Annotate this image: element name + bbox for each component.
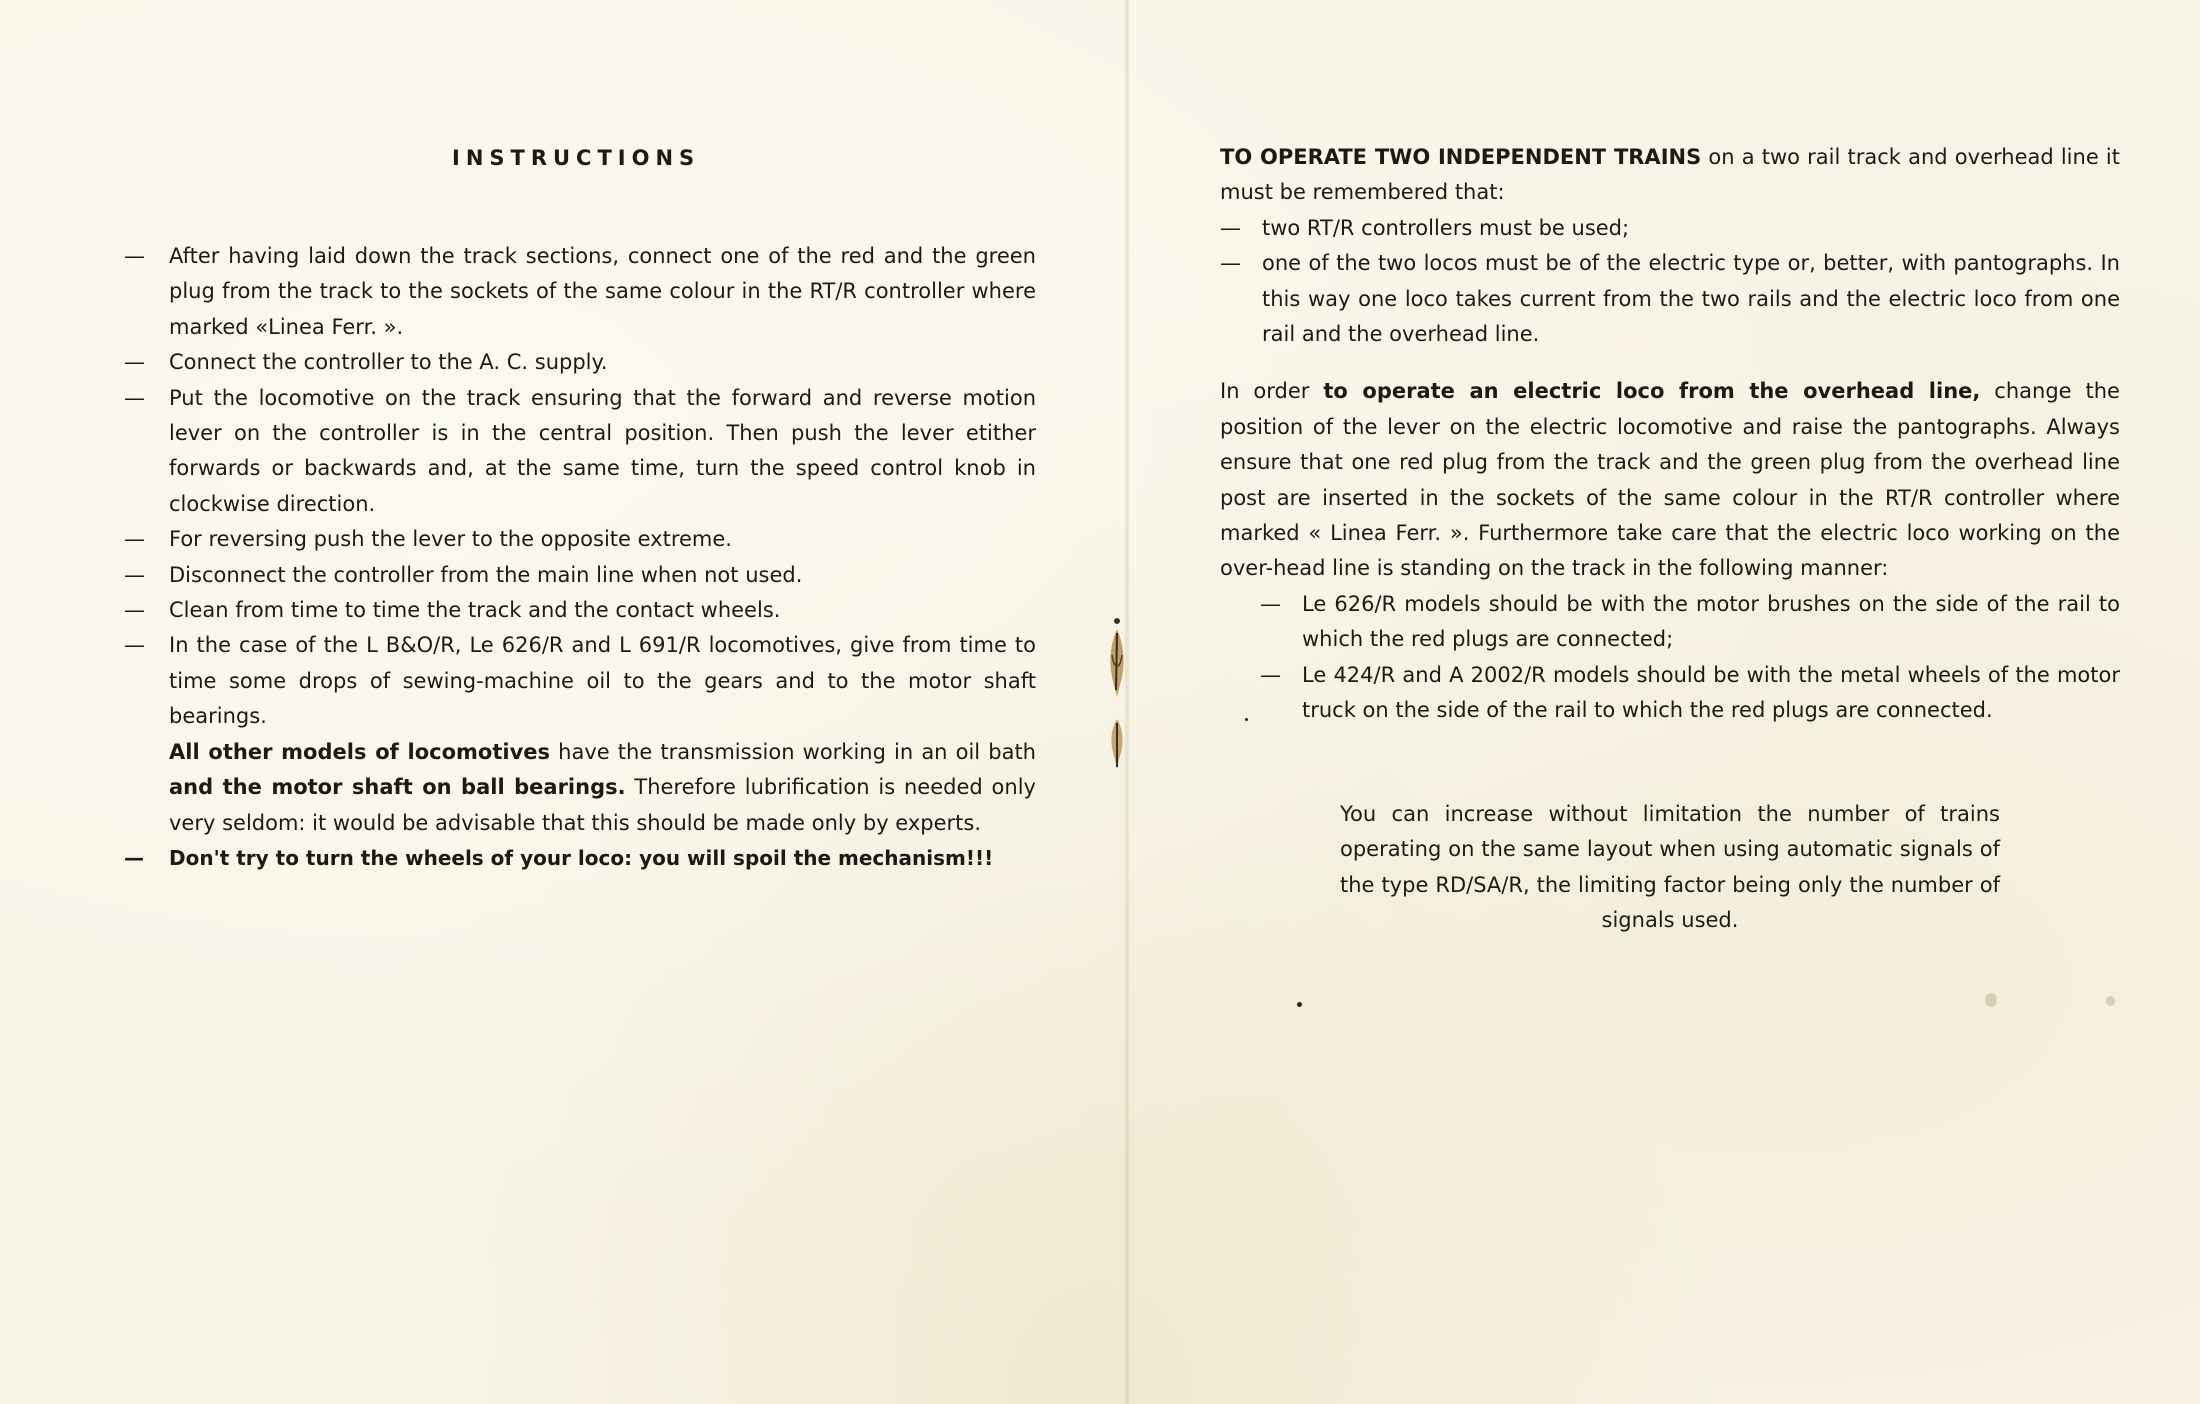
dash-bullet: — xyxy=(124,598,145,623)
list-item xyxy=(124,381,1036,523)
dash-bullet: — xyxy=(1260,591,1281,616)
overhead-text: In order xyxy=(1220,379,1324,404)
warning-item xyxy=(124,841,1036,876)
dash-bullet: — xyxy=(1220,251,1241,276)
manner-text: Le 626/R models should be with the motor brushes on the side of the rail to which the red plugs are connected; xyxy=(1302,591,2120,652)
note-text: Therefore lubrification is needed only very seldom: it would be advisable that this should be made only by experts. xyxy=(169,775,1036,835)
staple-top xyxy=(1100,615,1134,705)
condition-text: two RT/R controllers must be used; xyxy=(1262,215,1630,240)
instructions-list xyxy=(124,239,1036,876)
overhead-paragraph xyxy=(1220,374,2120,586)
list-item xyxy=(124,522,1036,557)
list-item xyxy=(124,628,1036,734)
note-text: have the transmission working in an oil bath xyxy=(550,739,1036,764)
dash-bullet: — xyxy=(124,527,145,552)
dash-bullet: — xyxy=(124,350,145,375)
dash-bullet: — xyxy=(124,845,144,870)
dash-bullet: — xyxy=(124,244,145,268)
dash-bullet: — xyxy=(124,633,145,658)
item-text: Disconnect the controller from the main line when not used. xyxy=(169,562,803,587)
closing-paragraph: You can increase without limitation the number of trains operating on the same layout when using automatic signals of the type RD/SA/R, the limiting factor being only the number of signals used. xyxy=(1340,802,2000,933)
ink-dot xyxy=(1297,1002,1302,1007)
item-text: Put the locomotive on the track ensuring that the forward and reverse motion lever on the controller is in the central position. Then push the lever etither forwards or backwards and, at the same time, turn the speed control knob in clockwise direction. xyxy=(169,385,1036,516)
manner-item xyxy=(1260,658,2120,729)
warning-text: Don't try to turn the wheels of your loco: you will spoil the mechanism!!! xyxy=(169,845,994,870)
list-item xyxy=(124,239,1036,345)
item-text: For reversing push the lever to the opposite extreme. xyxy=(169,527,732,552)
item-text: Connect the controller to the A. C. supply. xyxy=(169,350,608,375)
lubrication-note xyxy=(124,735,1036,841)
dash-bullet: — xyxy=(1220,215,1241,240)
dash-bullet: — xyxy=(124,385,145,410)
right-page xyxy=(1220,140,2120,729)
intro-heading: TO OPERATE TWO INDEPENDENT TRAINS xyxy=(1220,145,1702,169)
condition-item xyxy=(1220,246,2120,352)
stain xyxy=(1985,993,1997,1007)
condition-text: one of the two locos must be of the electric type or, better, with pantographs. In this way one loco takes current from the two rails and the electric loco from one rail and the overhead line. xyxy=(1262,251,2120,347)
manner-text: Le 424/R and A 2002/R models should be with the metal wheels of the motor truck on the side of the rail to which the red plugs are connected. xyxy=(1302,662,2120,723)
stain xyxy=(2106,996,2115,1006)
list-item xyxy=(124,593,1036,628)
item-text: After having laid down the track sections, connect one of the red and the green plug from the track to the sockets of the same colour in the RT/R controller where marked «Linea Ferr. ». xyxy=(169,244,1036,339)
list-item xyxy=(124,345,1036,380)
note-bold: All other models of locomotives xyxy=(169,739,551,764)
page-title: INSTRUCTIONS xyxy=(452,146,701,170)
intro-text: on a two rail track and overhead line it must be remembered that: xyxy=(1220,145,2120,205)
overhead-text: change the position of the lever on the electric locomotive and raise the pantographs. Always ensure that one red plug from the track and the green plug from the overhead line post are inserted in the sockets of the same colour in the RT/R controller where marked « Linea Ferr. ». Furthermore take care that the electric loco working on the over-head line is standing on the track in the following manner: xyxy=(1220,379,2120,581)
dash-bullet: — xyxy=(124,562,145,587)
list-item xyxy=(124,558,1036,593)
spacer xyxy=(1220,352,2120,374)
manner-item xyxy=(1260,587,2120,658)
note-bold: and the motor shaft on ball bearings. xyxy=(169,775,626,800)
item-text: Clean from time to time the track and the contact wheels. xyxy=(169,598,781,623)
intro-paragraph xyxy=(1220,140,2120,211)
dash-bullet: — xyxy=(1260,662,1281,687)
staple-bottom xyxy=(1100,715,1134,775)
item-text: In the case of the L B&O/R, Le 626/R and L 691/R locomotives, give from time to time some drops of sewing-machine oil to the gears and to the motor shaft bearings. xyxy=(169,633,1036,729)
condition-item xyxy=(1220,211,2120,246)
overhead-bold: to operate an electric loco from the overhead line, xyxy=(1323,379,1981,404)
